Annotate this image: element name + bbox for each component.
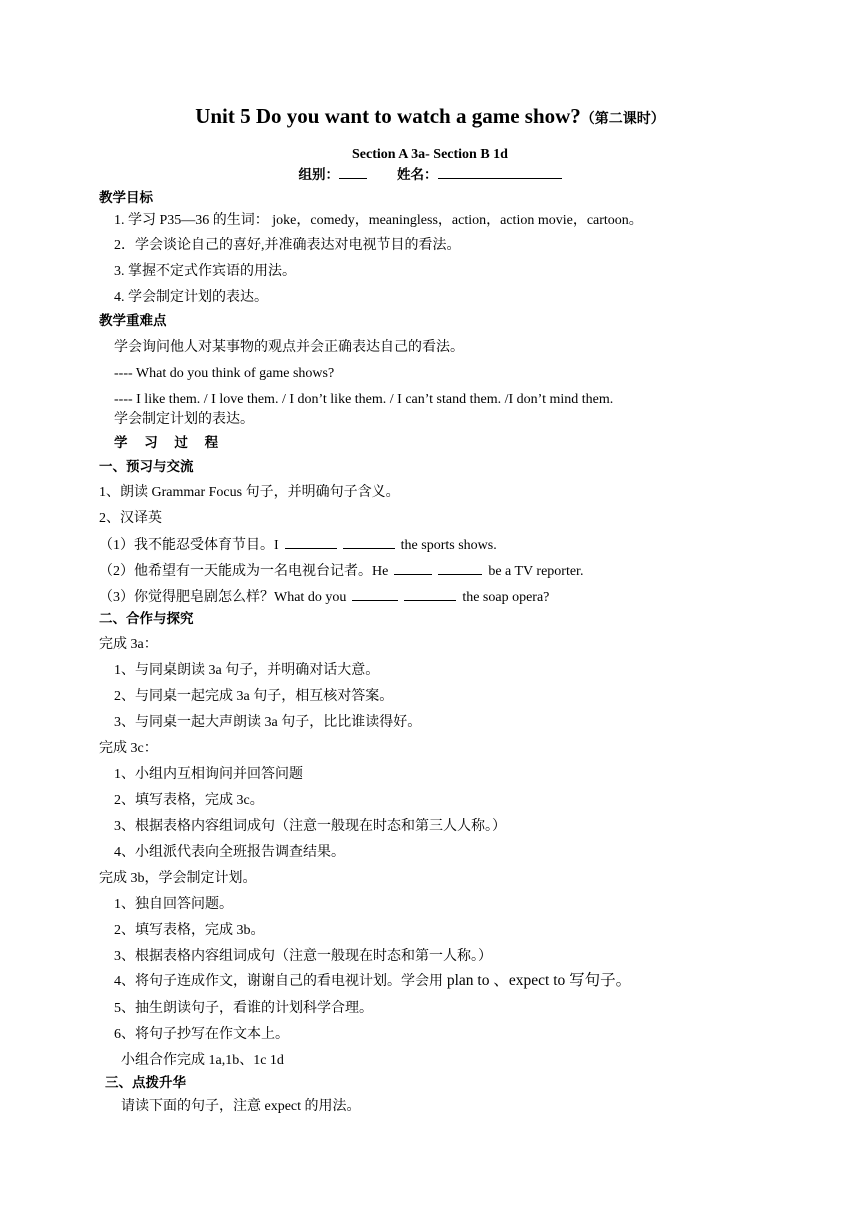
objective-item: 4. 学会制定计划的表达。 xyxy=(114,290,268,305)
answer-blank[interactable] xyxy=(343,536,395,549)
name-label: 姓名： xyxy=(397,167,438,183)
question-text: the sports shows. xyxy=(400,538,497,553)
part1-item: 1、朗读 Grammar Focus 句子，并明确句子含义。 xyxy=(99,485,400,500)
part2-heading: 二、合作与探究 xyxy=(99,611,194,627)
question-text: be a TV reporter. xyxy=(488,564,584,579)
answer-blank[interactable] xyxy=(285,536,337,549)
objective-item: 2．学会谈论自己的喜好,并准确表达对电视节目的看法。 xyxy=(114,238,461,253)
group-blank[interactable] xyxy=(339,166,367,179)
document-title xyxy=(0,104,860,129)
group-title: 完成 3a： xyxy=(99,637,158,652)
objective-item: 3. 掌握不定式作宾语的用法。 xyxy=(114,264,296,279)
key-point-item: ---- What do you think of game shows? xyxy=(114,366,335,381)
key-point-item: 学会制定计划的表达。 xyxy=(114,412,254,427)
answer-blank[interactable] xyxy=(438,562,482,575)
translation-question xyxy=(99,536,497,555)
objective-item: 1. 学习 P35—36 的生词： joke，comedy，meaningless，action，action movie，cartoon。 xyxy=(114,213,643,228)
step-item: 3、与同桌一起大声朗读 3a 句子，比比谁读得好。 xyxy=(114,715,422,730)
group-name-line xyxy=(0,166,860,184)
name-blank[interactable] xyxy=(438,166,562,179)
part1-heading: 一、预习与交流 xyxy=(99,459,194,475)
step-item: 2、与同桌一起完成 3a 句子，相互核对答案。 xyxy=(114,689,394,704)
step-item: 1、独自回答问题。 xyxy=(114,897,233,912)
key-points-heading: 教学重难点 xyxy=(99,313,167,329)
step-item: 1、小组内互相询问并回答问题 xyxy=(114,767,303,782)
part1-item: 2、汉译英 xyxy=(99,511,162,526)
key-point-item: 学会询问他人对某事物的观点并会正确表达自己的看法。 xyxy=(114,340,464,355)
part3-heading: 三、点拨升华 xyxy=(105,1075,186,1091)
step-item: 2、填写表格，完成 3b。 xyxy=(114,923,265,938)
process-heading: 学 习 过 程 xyxy=(114,435,225,451)
step-item: 2、填写表格，完成 3c。 xyxy=(114,793,264,808)
section-subtitle: Section A 3a- Section B 1d xyxy=(352,147,508,162)
answer-blank[interactable] xyxy=(352,588,398,601)
group-title: 完成 3c： xyxy=(99,741,158,756)
step-text-emphasis: plan to 、expect to 写句子。 xyxy=(443,972,632,989)
step-item xyxy=(114,972,631,991)
answer-blank[interactable] xyxy=(404,588,456,601)
step-text: 4、将句子连成作文，谢谢自己的看电视计划。学会用 xyxy=(114,974,443,989)
objectives-heading: 教学目标 xyxy=(99,190,153,206)
question-text: （1）我不能忍受体育节目。I xyxy=(99,538,279,553)
step-item: 3、根据表格内容组词成句（注意一般现在时态和第一人称。） xyxy=(114,949,492,964)
key-point-item: ---- I like them. / I love them. / I don’t like them. / I can’t stand them. /I don’t mind them. xyxy=(114,392,614,407)
question-text: the soap opera? xyxy=(462,590,550,605)
step-item: 6、将句子抄写在作文本上。 xyxy=(114,1027,289,1042)
title-main: Unit 5 Do you want to watch a game show? xyxy=(195,104,581,128)
question-text: （2）他希望有一天能成为一名电视台记者。He xyxy=(99,564,389,579)
title-sub: （第二课时） xyxy=(580,112,665,127)
part3-item: 请读下面的句子，注意 expect 的用法。 xyxy=(121,1099,361,1114)
group-title: 完成 3b，学会制定计划。 xyxy=(99,871,257,886)
translation-question xyxy=(99,562,583,581)
translation-question xyxy=(99,588,549,607)
step-item: 1、与同桌朗读 3a 句子，并明确对话大意。 xyxy=(114,663,380,678)
answer-blank[interactable] xyxy=(394,562,432,575)
group-work-note: 小组合作完成 1a,1b、1c 1d xyxy=(121,1053,284,1068)
step-item: 4、小组派代表向全班报告调查结果。 xyxy=(114,845,345,860)
question-text: （3）你觉得肥皂剧怎么样？What do you xyxy=(99,590,347,605)
group-label: 组别： xyxy=(298,167,339,183)
step-item: 5、抽生朗读句子，看谁的计划科学合理。 xyxy=(114,1001,373,1016)
step-item: 3、根据表格内容组词成句（注意一般现在时态和第三人人称。） xyxy=(114,819,506,834)
